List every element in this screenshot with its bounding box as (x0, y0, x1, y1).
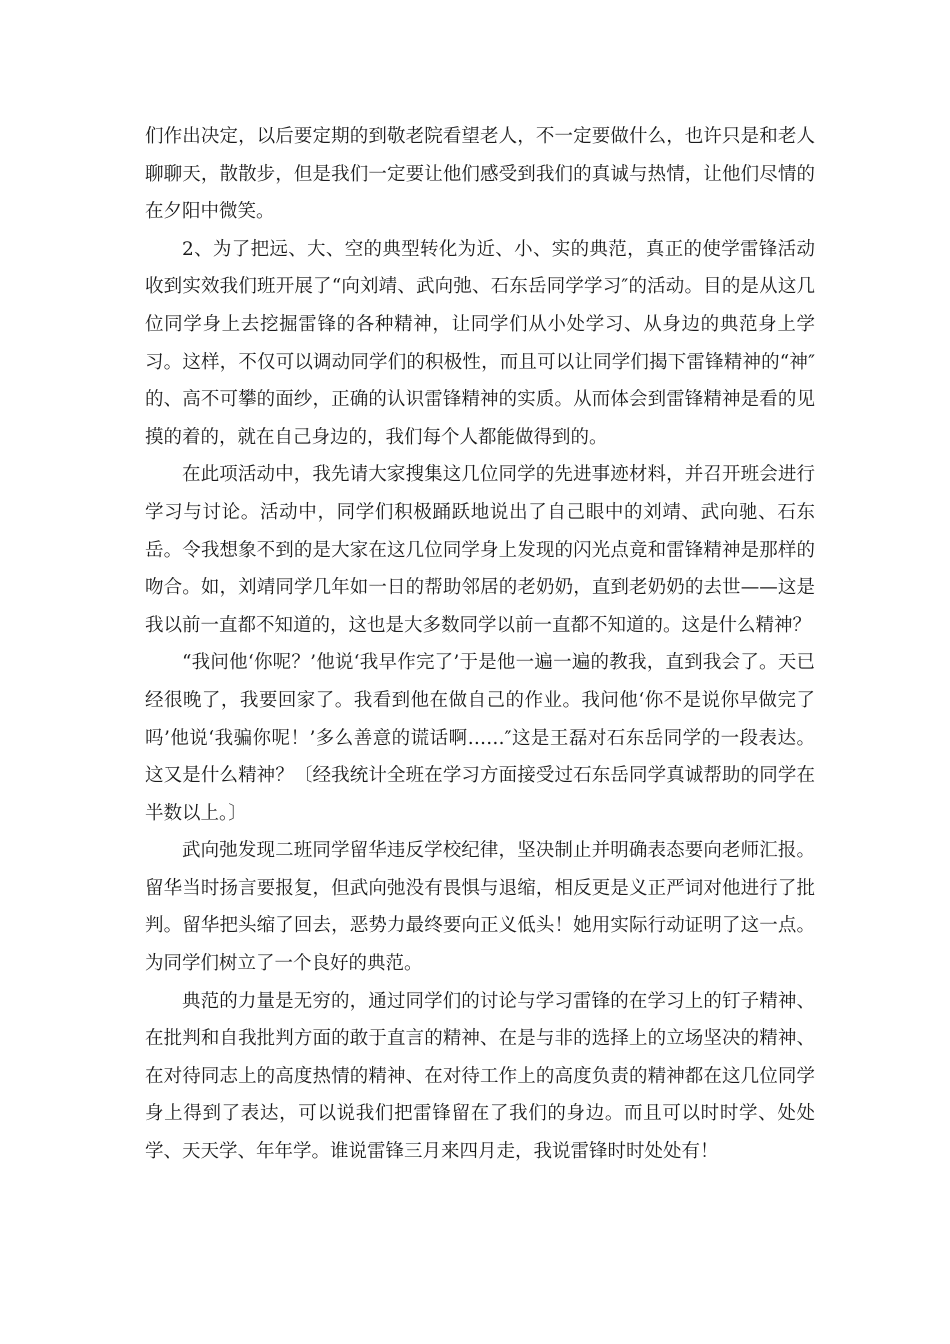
paragraph-continuation: 们作出决定，以后要定期的到敬老院看望老人，不一定要做什么，也许只是和老人聊聊天，散散步，但是我们一定要让他们感受到我们的真诚与热情，让他们尽情的在夕阳中微笑。 (145, 126, 815, 223)
paragraph-conclusion: 典范的力量是无穷的，通过同学们的讨论与学习雷锋的在学习上的钉子精神、在批判和自我批判方面的敢于直言的精神、在是与非的选择上的立场坚决的精神、在对待同志上的高度热情的精神、在对待工作上的高度负责的精神都在这几位同学身上得到了表达，可以说我们把雷锋留在了我们的身边。而且可以时时学、处处学、天天学、年年学。谁说雷锋三月来四月走，我说雷锋时时处处有！ (145, 990, 815, 1163)
body-text (145, 118, 815, 1171)
paragraph-wu-xiangchi: 武向弛发现二班同学留华违反学校纪律，坚决制止并明确表态要向老师汇报。留华当时扬言要报复，但武向弛没有畏惧与退缩，相反更是义正严词对他进行了批判。留华把头缩了回去，恶势力最终要向正义低头！她用实际行动证明了这一点。为同学们树立了一个良好的典范。 (145, 840, 815, 975)
paragraph-quote: “我问他‘你呢？’他说‘我早作完了’于是他一遍一遍的教我，直到我会了。天已经很晚了，我要回家了。我看到他在做自己的作业。我问他‘你不是说你早做完了吗’他说‘我骗你呢！’多么善意的谎话啊……″这是王磊对石东岳同学的一段表达。这又是什么精神？〔经我统计全班在学习方面接受过石东岳同学真诚帮助的同学在半数以上。〕 (145, 652, 815, 824)
paragraph-activity-process: 在此项活动中，我先请大家搜集这几位同学的先进事迹材料，并召开班会进行学习与讨论。活动中，同学们积极踊跃地说出了自己眼中的刘靖、武向驰、石东岳。令我想象不到的是大家在这几位同学身上发现的闪光点竟和雷锋精神是那样的吻合。如，刘靖同学几年如一日的帮助邻居的老奶奶，直到老奶奶的去世——这是我以前一直都不知道的，这也是大多数同学以前一直都不知道的。这是什么精神？ (145, 464, 815, 636)
paragraph-activity-2: 2、为了把远、大、空的典型转化为近、小、实的典范，真正的使学雷锋活动收到实效我们班开展了“向刘靖、武向弛、石东岳同学学习″的活动。目的是从这几位同学身上去挖掘雷锋的各种精神，让同学们从小处学习、从身边的典范身上学习。这样，不仅可以调动同学们的积极性，而且可以让同学们揭下雷锋精神的“神″的、高不可攀的面纱，正确的认识雷锋精神的实质。从而体会到雷锋精神是看的见摸的着的，就在自己身边的，我们每个人都能做得到的。 (145, 238, 815, 448)
